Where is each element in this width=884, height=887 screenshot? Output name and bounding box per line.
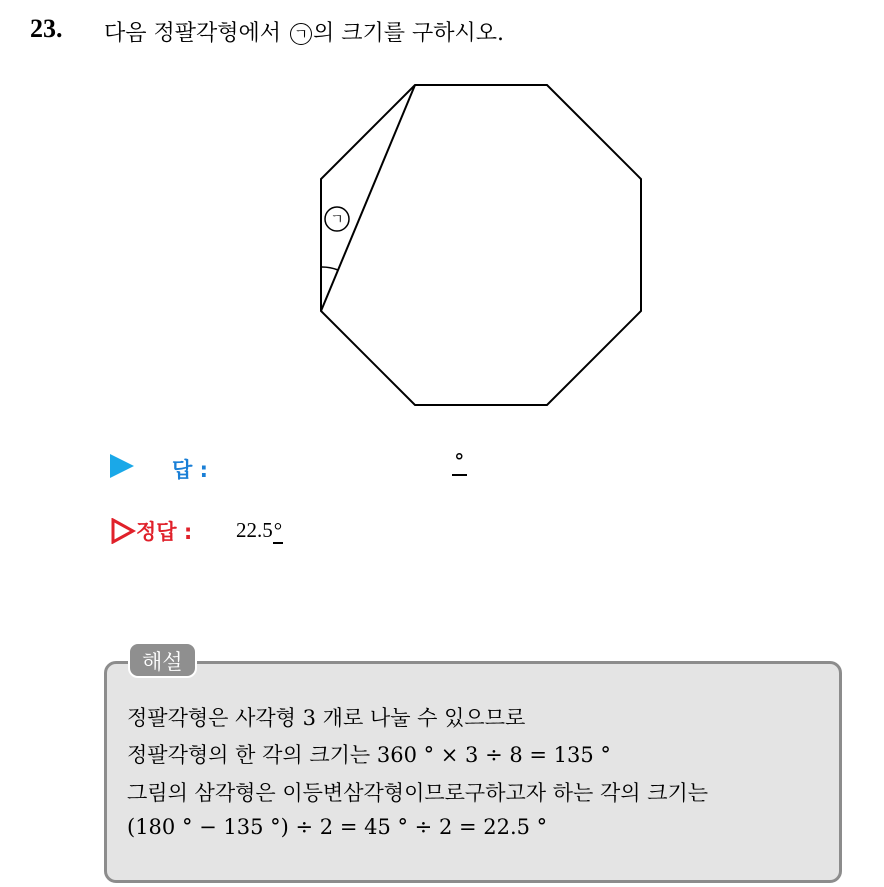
- regular-octagon: [321, 85, 641, 405]
- octagon-figure: [0, 0, 884, 440]
- question-number: 23.: [30, 14, 63, 43]
- angle-label-text: ㄱ: [330, 212, 344, 228]
- question-text-after: 의 크기를 구하시오.: [313, 21, 505, 46]
- angle-marker-symbol: ㄱ: [290, 23, 312, 45]
- explanation-line-3: 그림의 삼각형은 이등변삼각형이므로구하고자 하는 각의 크기는: [127, 781, 709, 805]
- answer-blank[interactable]: [452, 450, 467, 474]
- correct-answer-number: 22.5: [236, 518, 273, 542]
- answer-label: 답 :: [172, 458, 208, 482]
- explanation-box: [104, 661, 842, 883]
- answer-unit: °: [454, 450, 465, 474]
- question-text-before: 다음 정팔각형에서: [104, 21, 289, 46]
- explanation-tag: 해설: [128, 642, 197, 678]
- correct-answer-value: [236, 518, 283, 543]
- correct-answer-label: 정답 :: [136, 520, 193, 544]
- angle-arc: [321, 267, 338, 270]
- correct-answer-unit: °: [273, 518, 283, 542]
- play-triangle-icon: [110, 454, 134, 478]
- answer-marker: [110, 454, 134, 478]
- diagonal-line: [321, 85, 415, 311]
- explanation-line-1: 정팔각형은 사각형 3 개로 나눌 수 있으므로: [127, 706, 526, 730]
- outline-triangle-icon: [110, 518, 136, 544]
- explanation-line-4: (180 ° − 135 °) ÷ 2 = 45 ° ÷ 2 = 22.5 °: [127, 815, 548, 839]
- explanation-line-2: 정팔각형의 한 각의 크기는 360 ° × 3 ÷ 8 = 135 °: [127, 743, 611, 767]
